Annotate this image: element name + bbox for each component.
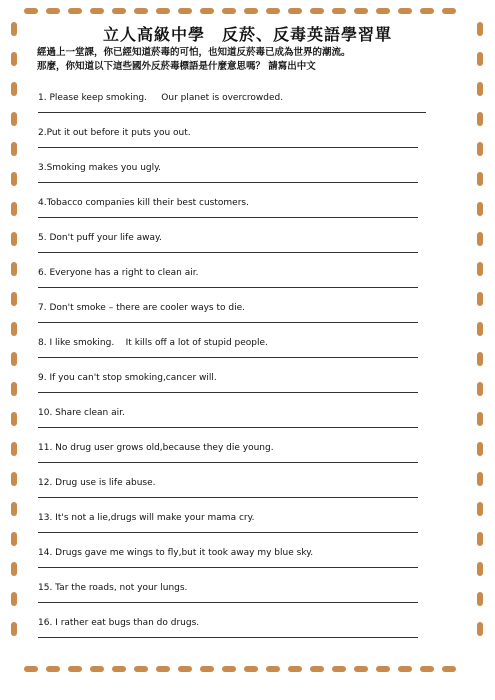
border-dash — [46, 8, 60, 14]
border-dash — [477, 232, 483, 246]
border-dash — [477, 592, 483, 606]
border-dash — [11, 592, 17, 606]
border-dash — [11, 172, 17, 186]
border-dash — [477, 322, 483, 336]
question-item — [38, 128, 426, 138]
border-dash — [11, 142, 17, 156]
border-dash — [398, 666, 412, 672]
border-dash — [222, 8, 236, 14]
question-item — [38, 198, 426, 208]
question-item — [38, 443, 426, 453]
border-dash — [477, 172, 483, 186]
border-dash — [477, 502, 483, 516]
question-item — [38, 478, 426, 488]
question-item — [38, 408, 426, 418]
border-dash — [112, 8, 126, 14]
border-dash — [24, 666, 38, 672]
border-dash — [11, 502, 17, 516]
border-dash — [266, 666, 280, 672]
question-text: 10. Share clean air. — [38, 408, 125, 418]
question-item — [38, 548, 426, 558]
answer-line[interactable] — [38, 252, 418, 253]
border-dash — [11, 52, 17, 66]
border-dash — [90, 8, 104, 14]
border-dash — [11, 412, 17, 426]
border-dash — [477, 622, 483, 636]
question-item — [38, 303, 426, 313]
border-dash — [332, 8, 346, 14]
answer-line[interactable] — [38, 147, 418, 148]
answer-line[interactable] — [38, 322, 418, 323]
answer-line[interactable] — [38, 532, 418, 533]
border-dash — [477, 562, 483, 576]
question-text: 15. Tar the roads, not your lungs. — [38, 583, 188, 593]
border-dash — [11, 292, 17, 306]
question-item — [38, 618, 426, 628]
intro-text — [37, 46, 351, 74]
answer-line[interactable] — [38, 602, 418, 603]
answer-line[interactable] — [38, 357, 418, 358]
border-dash — [477, 382, 483, 396]
question-text: 12. Drug use is life abuse. — [38, 478, 156, 488]
border-dash — [244, 8, 258, 14]
border-dash — [420, 666, 434, 672]
question-text: 2.Put it out before it puts you out. — [38, 128, 191, 138]
border-dash — [477, 52, 483, 66]
intro-line-2: 那麼，你知道以下這些國外反菸毒標語是什麼意思嗎？ 請寫出中文 — [37, 61, 316, 72]
border-dash — [90, 666, 104, 672]
border-dash — [420, 8, 434, 14]
border-dash — [477, 142, 483, 156]
border-dash — [156, 666, 170, 672]
border-dash — [11, 112, 17, 126]
border-dash — [178, 8, 192, 14]
border-dash — [477, 532, 483, 546]
border-dash — [332, 666, 346, 672]
question-item — [38, 513, 426, 523]
border-dash — [11, 352, 17, 366]
border-dash — [200, 666, 214, 672]
border-dash — [134, 8, 148, 14]
border-dash — [477, 352, 483, 366]
question-item — [38, 163, 426, 173]
question-text: 8. I like smoking. It kills off a lot of stupid people. — [38, 338, 268, 348]
border-dash — [288, 8, 302, 14]
answer-line[interactable] — [38, 567, 418, 568]
answer-line[interactable] — [38, 182, 418, 183]
border-dash — [310, 8, 324, 14]
border-dash — [156, 8, 170, 14]
border-dash — [244, 666, 258, 672]
question-text: 5. Don't puff your life away. — [38, 233, 162, 243]
question-text: 6. Everyone has a right to clean air. — [38, 268, 199, 278]
border-dash — [477, 112, 483, 126]
border-dash — [310, 666, 324, 672]
question-text: 1. Please keep smoking. Our planet is overcrowded. — [38, 93, 284, 103]
border-dash — [477, 412, 483, 426]
question-text: 4.Tobacco companies kill their best customers. — [38, 198, 249, 208]
border-dash — [442, 666, 456, 672]
question-item — [38, 373, 426, 383]
border-dash — [354, 666, 368, 672]
border-dash — [68, 8, 82, 14]
border-dash — [477, 262, 483, 276]
border-dash — [200, 8, 214, 14]
intro-line-1: 經過上一堂課，你已經知道菸毒的可怕，也知道反菸毒已成為世界的潮流。 — [37, 47, 351, 58]
answer-line[interactable] — [38, 462, 418, 463]
border-dash — [134, 666, 148, 672]
border-dash — [24, 8, 38, 14]
question-text: 7. Don't smoke – there are cooler ways to die. — [38, 303, 245, 313]
question-text: 14. Drugs gave me wings to fly,but it took away my blue sky. — [38, 548, 314, 558]
answer-line[interactable] — [38, 497, 418, 498]
border-dash — [68, 666, 82, 672]
question-text: 16. I rather eat bugs than do drugs. — [38, 618, 200, 628]
answer-line[interactable] — [38, 637, 418, 638]
border-dash — [11, 562, 17, 576]
question-item — [38, 268, 426, 278]
question-text: 13. It's not a lie,drugs will make your mama cry. — [38, 513, 255, 523]
border-dash — [222, 666, 236, 672]
border-dash — [266, 8, 280, 14]
border-dash — [442, 8, 456, 14]
question-item — [38, 338, 426, 348]
border-dash — [11, 232, 17, 246]
worksheet-title: 立人高級中學 反菸、反毒英語學習單 — [102, 25, 392, 44]
border-dash — [477, 292, 483, 306]
answer-line[interactable] — [38, 217, 418, 218]
border-dash — [11, 262, 17, 276]
border-dash — [477, 442, 483, 456]
border-dash — [46, 666, 60, 672]
border-dash — [477, 472, 483, 486]
border-dash — [354, 8, 368, 14]
question-item — [38, 583, 426, 593]
question-text: 3.Smoking makes you ugly. — [38, 163, 162, 173]
question-item — [38, 93, 426, 103]
border-dash — [376, 666, 390, 672]
answer-line[interactable] — [38, 427, 418, 428]
answer-line[interactable] — [38, 392, 418, 393]
border-dash — [288, 666, 302, 672]
question-text: 11. No drug user grows old,because they die young. — [38, 443, 274, 453]
border-dash — [376, 8, 390, 14]
border-dash — [178, 666, 192, 672]
question-item — [38, 233, 426, 243]
border-dash — [11, 202, 17, 216]
border-dash — [477, 202, 483, 216]
border-dash — [11, 382, 17, 396]
border-dash — [398, 8, 412, 14]
border-dash — [11, 622, 17, 636]
border-dash — [11, 442, 17, 456]
border-dash — [11, 82, 17, 96]
border-dash — [112, 666, 126, 672]
question-text: 9. If you can't stop smoking,cancer will. — [38, 373, 217, 383]
border-dash — [11, 532, 17, 546]
border-dash — [11, 472, 17, 486]
border-dash — [477, 82, 483, 96]
answer-line[interactable] — [38, 112, 426, 113]
border-dash — [11, 322, 17, 336]
answer-line[interactable] — [38, 287, 418, 288]
